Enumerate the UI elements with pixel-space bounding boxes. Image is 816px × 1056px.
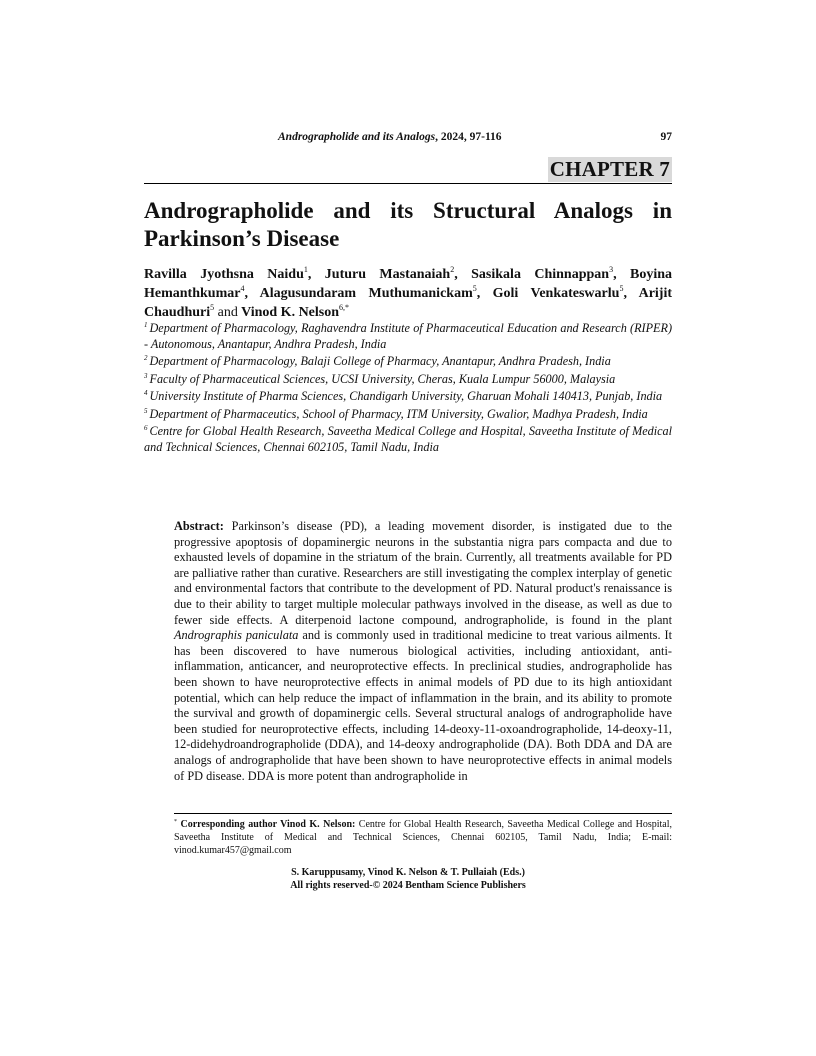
author: Juturu Mastanaiah$^2$ <box>324 265 455 282</box>
footnote-marker: * <box>174 819 177 825</box>
affiliation: $^3$ Faculty of Pharmaceutical Sciences, UCSI University, Cheras, Kuala Lumpur 56000, Malaysia <box>144 371 616 386</box>
affiliation: $^6$ Centre for Global Health Research, Saveetha Medical College and Hospital, Saveetha Institute of Medical and Technical Sciences, Chennai 602105, Tamil Nadu, India <box>144 424 672 454</box>
author-affil-marker: 5 <box>472 284 477 293</box>
affiliation: $^4$ University Institute of Pharma Sciences, Chandigarh University, Gharuan Mohali 140413, Punjab, India <box>144 389 663 403</box>
author-affil-marker: 5 <box>210 303 215 312</box>
author-affil-marker: 1 <box>303 265 308 274</box>
author-affil-marker: 4 <box>240 284 245 293</box>
author-conjunction: and <box>217 305 238 320</box>
author: Arijit Chaudhuri$^5$ <box>144 286 673 320</box>
footnote-label: Corresponding author Vinod K. Nelson: <box>180 819 356 830</box>
journal-details: , 2024, 97-116 <box>435 131 502 143</box>
abstract-text: and is commonly used in traditional medicine to treat various ailments. It has been discovered to have numerous biological activities, including antioxidant, anti-inflammation, anticancer, and neuroprotective effects. In preclinical studies, andrographolide has been shown to have neuroprotective effects in animal models of PD due to its high antioxidant potential, which can help reduce the impact of inflammation in the brain, and its ability to promote the survival and growth of dopaminergic cells. Several structural analogs of andrographolide have been studied for neuroprotective effects, including 14-deoxy-11-oxoandrographolide, 14-deoxy-11, 12-didehydroandrographolide (DDA), and 14-deoxy andrographolide (DA). Both DDA and DA are analogs of andrographolide that have been shown to have neuroprotective effects in animal models of PD disease. DDA is more potent than andrographolide in <box>174 628 672 783</box>
abstract-label: Abstract: <box>174 519 224 533</box>
affiliation: $^2$ Department of Pharmacology, Balaji College of Pharmacy, Anantapur, Andhra Pradesh, India <box>144 354 611 368</box>
affiliation: $^5$ Department of Pharmaceutics, School of Pharmacy, ITM University, Gwalior, Madhya Pradesh, India <box>144 406 648 421</box>
publisher-block <box>144 866 672 892</box>
author-affil-marker: 6,* <box>339 303 350 312</box>
affiliation: $^1$ Department of Pharmacology, Raghavendra Institute of Pharmaceutical Education and Research (RIPER) - Autonomous, Anantapur, Andhra Pradesh, India <box>144 321 672 351</box>
author: Alagusundaram Muthumanickam$^5$ <box>259 284 477 301</box>
running-head <box>144 131 672 147</box>
abstract <box>174 519 672 784</box>
author: Vinod K. Nelson$^{6,*}$ <box>241 303 350 320</box>
author: Ravilla Jyothsna Naidu$^1$ <box>144 265 308 282</box>
author-affil-marker: 5 <box>619 284 624 293</box>
journal-title: Andrographolide and its Analogs <box>278 131 436 143</box>
author-affil-marker: 3 <box>609 265 614 274</box>
copyright-line: All rights reserved-© 2024 Bentham Science Publishers <box>290 880 526 891</box>
chapter-header <box>144 157 672 184</box>
author: Sasikala Chinnappan$^3$ <box>471 265 614 282</box>
chapter-label: CHAPTER 7 <box>549 157 670 181</box>
author-list: Ravilla Jyothsna Naidu$^1$, Juturu Mastanaiah$^2$, Sasikala Chinnappan$^3$, Boyina Hemanthkumar$^4$, Alagusundaram Muthumanickam$^5$, Goli Venkateswarlu$^5$, Arijit Chaudhuri$^5$ and Vinod K. Nelson$^{6,*}$ <box>144 265 673 320</box>
species-name: Andrographis paniculata <box>174 628 299 643</box>
author-affil-marker: 2 <box>450 265 455 274</box>
page-number: 97 <box>660 131 672 143</box>
journal-citation <box>278 131 502 143</box>
footnote-divider <box>174 813 672 814</box>
abstract-text: Parkinson’s disease (PD), a leading movement disorder, is instigated due to the progressive apoptosis of dopaminergic neurons in the substantia nigra pars compacta and due to exhausted levels of dopamine in the striatum of the brain. Currently, all treatments available for PD are palliative rather than curative. Researchers are still investigating the complex interplay of genetic and environmental factors that contribute to the development of PD. Natural product's renaissance is due to their ability to target multiple molecular pathways involved in the disease, as well as due to fewer side effects. A diterpenoid lactone compound, andrographolide, is found in the plant <box>174 519 672 627</box>
affiliation-list <box>144 321 672 457</box>
chapter-title: Andrographolide and its Structural Analogs in Parkinson’s Disease <box>144 198 672 251</box>
author: Goli Venkateswarlu$^5$ <box>492 284 624 301</box>
author: Boyina Hemanthkumar$^4$ <box>144 267 673 301</box>
editors-line: S. Karuppusamy, Vinod K. Nelson & T. Pullaiah (Eds.) <box>291 867 525 878</box>
footnote-text: Centre for Global Health Research, Saveetha Medical College and Hospital, Saveetha Institute of Medical and Technical Sciences, Chennai 602105, Tamil Nadu, India; E-mail: vinod.kumar457@gmail.com <box>174 819 673 856</box>
corresponding-author-footnote <box>174 818 672 857</box>
